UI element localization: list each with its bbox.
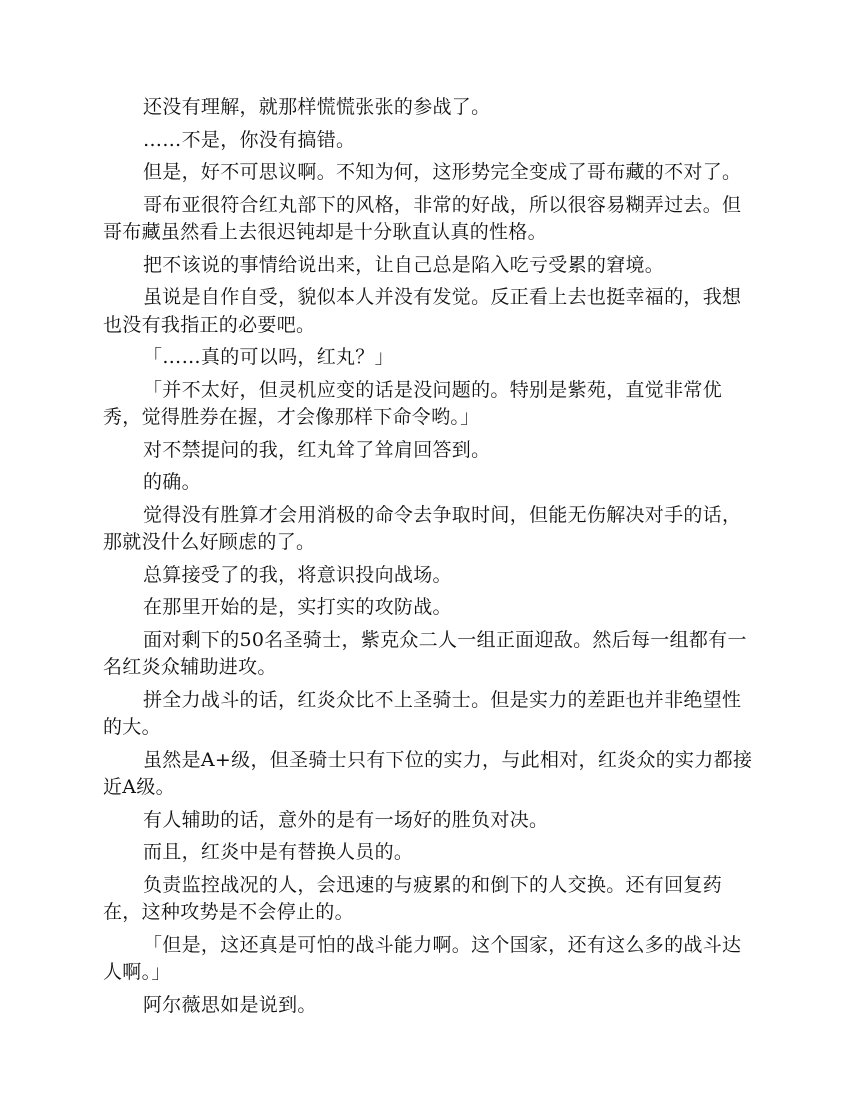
paragraph: 有人辅助的话，意外的是有一场好的胜负对决。 bbox=[143, 808, 549, 831]
paragraph: 觉得没有胜算才会用消极的命令去争取时间，但能无伤解决对手的话，那就没什么好顾虑的了。 bbox=[103, 503, 742, 553]
paragraph: 还没有理解，就那样慌慌张张的参战了。 bbox=[143, 96, 491, 118]
paragraph: 对不禁提问的我，红丸耸了耸肩回答到。 bbox=[143, 438, 491, 461]
document-page bbox=[103, 94, 753, 1024]
paragraph: 而且，红炎中是有替换人员的。 bbox=[143, 841, 414, 863]
paragraph: 虽说是自作自受，貌似本人并没有发觉。反正看上去也挺幸福的，我想也没有我指正的必要吧。 bbox=[103, 286, 742, 336]
paragraph: 总算接受了的我，将意识投向战场。 bbox=[143, 563, 452, 586]
paragraph: 拼全力战斗的话，红炎众比不上圣骑士。但是实力的差距也并非绝望性的大。 bbox=[103, 688, 742, 738]
paragraph: ……不是，你没有搞错。 bbox=[143, 128, 356, 151]
paragraph: 负责监控战况的人，会迅速的与疲累的和倒下的人交换。还有回复药在，这种攻势是不会停止的。 bbox=[103, 873, 723, 923]
paragraph: 哥布亚很符合红丸部下的风格，非常的好战，所以很容易糊弄过去。但哥布藏虽然看上去很迟钝却是十分耿直认真的性格。 bbox=[103, 193, 742, 243]
paragraph: 面对剩下的50名圣骑士，紫克众二人一组正面迎敌。然后每一组都有一名红炎众辅助进攻。 bbox=[103, 628, 747, 678]
paragraph: 「并不太好，但灵机应变的话是没问题的。特别是紫苑，直觉非常优秀，觉得胜券在握，才会像那样下命令哟。」 bbox=[103, 378, 723, 428]
paragraph: 在那里开始的是，实打实的攻防战。 bbox=[143, 596, 452, 618]
paragraph: 阿尔薇思如是说到。 bbox=[143, 993, 317, 1016]
paragraph: 「但是，这还真是可怕的战斗能力啊。这个国家，还有这么多的战斗达人啊。」 bbox=[103, 933, 742, 983]
paragraph: 虽然是A+级，但圣骑士只有下位的实力，与此相对，红炎众的实力都接近A级。 bbox=[103, 748, 753, 798]
paragraph: 但是，好不可思议啊。不知为何，这形势完全变成了哥布藏的不对了。 bbox=[143, 161, 742, 183]
paragraph: 的确。 bbox=[143, 471, 201, 493]
paragraph: 「……真的可以吗，红丸？」 bbox=[143, 346, 394, 368]
paragraph: 把不该说的事情给说出来，让自己总是陷入吃亏受累的窘境。 bbox=[143, 253, 665, 276]
